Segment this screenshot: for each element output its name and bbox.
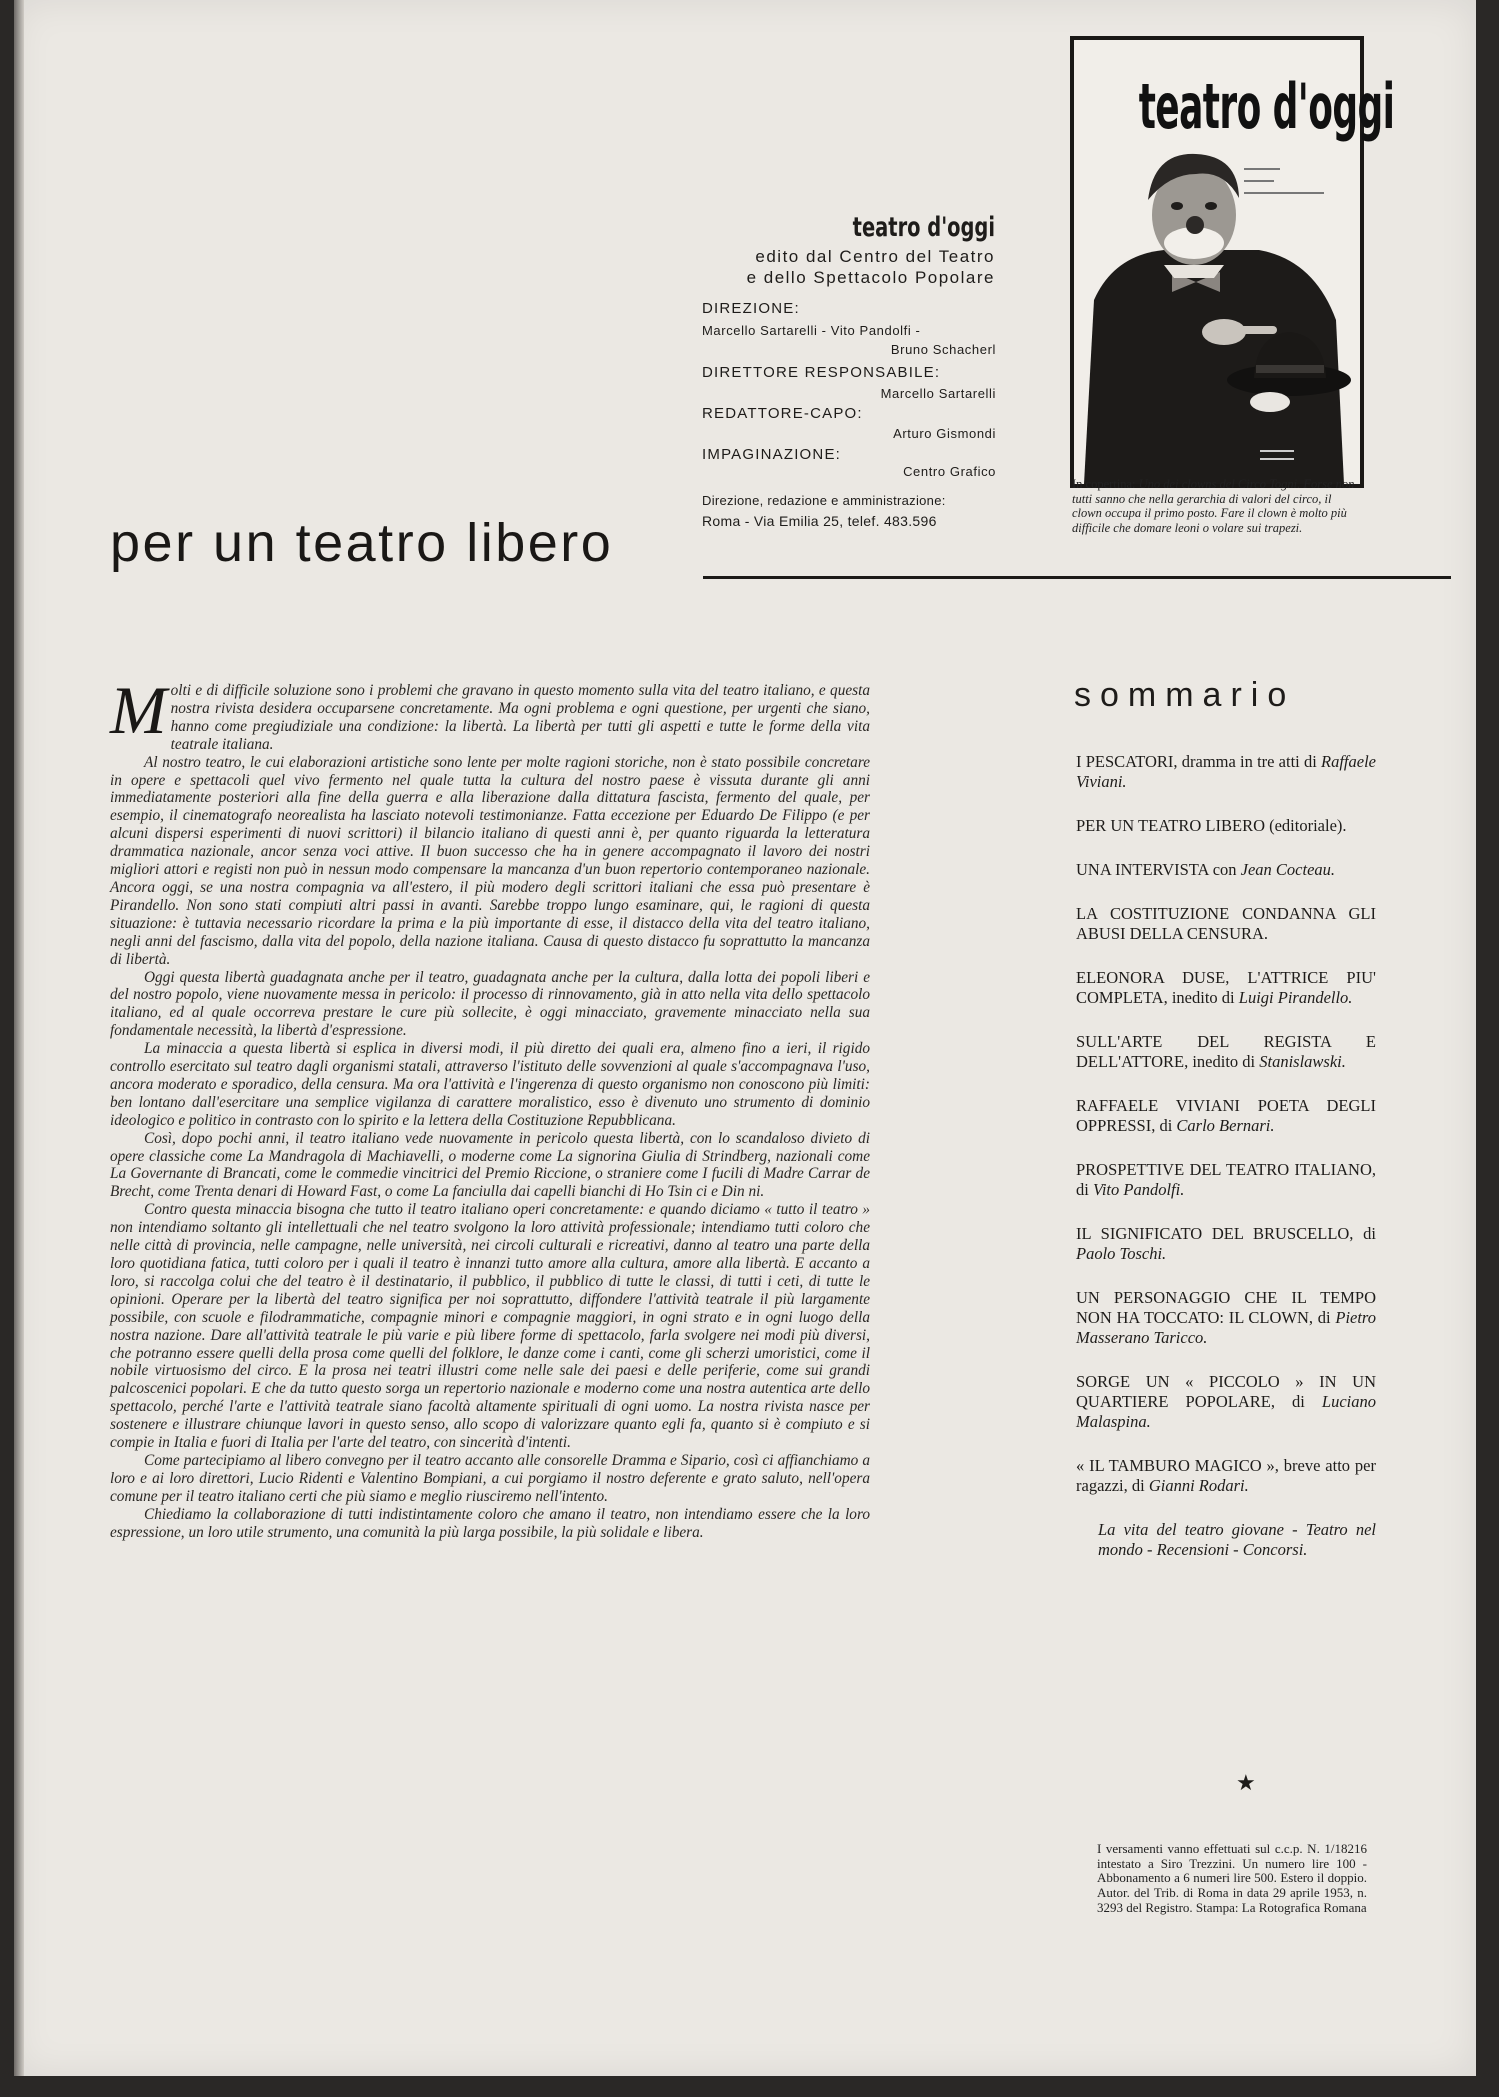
sommario-item	[1076, 1032, 1376, 1072]
caption-text: Uno dei clowns del Circo Togni. Forse non tutti sanno che nella gerarchia di valori del circo, il clown occupa il primo posto. Fare il clown è molto più difficile che domare leoni o volare sui trapezi.	[1072, 477, 1355, 535]
paragraph-2: Al nostro teatro, le cui elaborazioni artistiche sono lente per molte ragioni storiche, non è stato possibile concretare in opere e spettacoli quel vivo fermento nel quale tutta la cultura del nostro paese è vissuta durante gli anni immediatamente posteriori alla fine della guerra e alla liberazione dalla dittatura fascista, fermento del quale, per esempio, il cinematografo neorealista ha lasciato notevoli testimonianze. Fatta eccezione per Eduardo De Filippo (e per alcuni dispersi esperimenti di nuovi scrittori) il bilancio italiano di questi anni è, per quanto riguarda la letteratura drammatica nazionale, ancor senza voci attive. Il buon successo che ha in genere accompagnato il lavoro dei nostri migliori attori e registi non può in nessun modo compensare la mancanza d'un buon repertorio contemporaneo nazionale. Ancora oggi, se una nostra compagnia va all'estero, il più modero degli scrittori italiani che essa può presentare è Pirandello. Non sono stati compiuti altri passi in avanti. Sarebbe troppo lungo esaminare, qui, le ragioni di questa situazione: è tuttavia necessario ricordare la prima e la più importante di esse, il distacco della vita del teatro italiano, negli anni del fascismo, dalla vita del popolo, della nazione italiana. Causa di questo distacco fu soprattutto la mancanza di libertà.	[110, 753, 870, 968]
caption-intro: In copertina:	[1072, 477, 1139, 491]
item-author: Pietro Masserano Taricco.	[1076, 1308, 1376, 1347]
paragraph-1-text: olti e di difficile soluzione sono i problemi che gravano in questo momento sulla vita del teatro italiano, e questa nostra rivista desidera occuparsene concretamente. Ma ogni problema e ogni questione, per urgenti che siano, hanno come pregiudiziale una condizione: la libertà. La libertà per tutti gli aspetti e tutte le forme della vita teatrale italiana.	[170, 682, 870, 753]
sommario-item	[1076, 752, 1376, 792]
item-author: Stanislawski.	[1259, 1052, 1346, 1071]
item-author: Luigi Pirandello.	[1238, 988, 1353, 1007]
sommario-list	[1076, 752, 1376, 1584]
direzione-label: DIREZIONE:	[702, 300, 800, 317]
clown-photo-icon	[1074, 40, 1395, 484]
item-title: SULL'ARTE DEL REGISTA E DELL'ATTORE, inedito di	[1076, 1032, 1376, 1071]
address-line-2: Roma - Via Emilia 25, telef. 483.596	[702, 513, 937, 529]
direzione-value	[702, 321, 996, 359]
item-title: UN PERSONAGGIO CHE IL TEMPO NON HA TOCCATO: IL CLOWN, di	[1076, 1288, 1376, 1327]
paragraph-6: Contro questa minaccia bisogna che tutto il teatro italiano operi concretamente: e quando diciamo « tutto il teatro » non intendiamo soltanto gli intellettuali che nel teatro svolgono la loro attività professionale; intendiamo tutti coloro che nelle città di provincia, nelle campagne, nelle università, nei circoli culturali e ricreativi, danno al teatro una parte della loro quotidiana fatica, tutti coloro per i quali il teatro è innanzi tutto amore alla cultura, amore alla libertà. E accanto a loro, si raccolga colui che del teatro è il destinatario, il pubblico, il pubblico di tutte le classi, di tutti i ceti, di tutte le opinioni. Operare per la libertà del teatro significa per noi soprattutto, diffondere l'attività teatrale il più largamente possibile, con scuole e filodrammatiche, compagnie minori e compagnie maggiori, in ogni strato e in ogni luogo della nostra nazione. Dare all'attività teatrale le più varie e più libere forme di spettacolo, farla svolgere nei modi più diversi, che potranno essere quelli della prosa come quelli del folklore, le danze come i canti, come gli scherzi umoristici, come il nobile virtuosismo del circo. E la prosa nei teatri illustri come nelle sale dei paesi e delle periferie, come sui grandi palcoscenici popolari. E che da tutto questo sorga un repertorio nazionale e moderno come una nostra autentica arte dello spettacolo, perché l'arte e l'attività teatrale siano facoltà altamente spirituali di ogni uomo. La nostra rivista nasce per sostenere e illustrare chiunque lavori in questo senso, allo scopo di valorizzare quanto egli fa, quanto si è compiuto e si compie in Italia e fuori di Italia per l'arte del teatro, con sincerità d'intenti.	[110, 1201, 870, 1452]
cover-caption	[1072, 477, 1364, 535]
cover-thumbnail	[1070, 36, 1395, 488]
magazine-page	[14, 0, 1476, 2076]
paragraph-4: La minaccia a questa libertà si esplica in diversi modi, il più diretto dei quali era, almeno fino a ieri, il rigido controllo esercitato sul teatro dagli organismi statali, attraverso l'istituto delle sovvenzioni al quale s'accompagnava l'uso, ancora moderato e sporadico, della censura. Ma ora l'attività e l'ingerenza di questo organismo non conoscono più limiti: ben lontano dall'esercitare una semplice vigilanza di carattere moralistico, esso è divenuto uno strumento di dominio ideologico e politico in contrasto con lo spirito e la lettera della Costituzione Repubblicana.	[110, 1040, 870, 1129]
item-title: RAFFAELE VIVIANI POETA DEGLI OPPRESSI, di	[1076, 1096, 1376, 1135]
paragraph-5: Così, dopo pochi anni, il teatro italiano vede nuovamente in pericolo questa libertà, con lo scandaloso divieto di opere classiche come La Mandragola di Machiavelli, o moderne come La signorina Giulia di Strindberg, nazionali come La Governante di Brancati, come le commedie vincitrici del Premio Riccione, o straniere come I fucili di Madre Carrar de Brecht, come Trenta denari di Howard Fast, o come La fanciulla dai capelli bianchi di Ho Tsin ci e Din ni.	[110, 1129, 870, 1201]
item-title: PER UN TEATRO LIBERO (editoriale).	[1076, 816, 1347, 835]
address-block	[702, 490, 996, 532]
sommario-item	[1076, 1372, 1376, 1432]
direzione-line-1: Marcello Sartarelli - Vito Pandolfi -	[702, 323, 921, 338]
item-title: UNA INTERVISTA con	[1076, 860, 1241, 879]
impaginazione-label: IMPAGINAZIONE:	[702, 446, 842, 463]
editorial-body	[110, 672, 870, 1542]
item-author: Luciano Malaspina.	[1076, 1392, 1376, 1431]
direttore-value: Marcello Sartarelli	[880, 386, 996, 401]
item-title: IL SIGNIFICATO DEL BRUSCELLO, di	[1076, 1224, 1376, 1243]
item-title: LA COSTITUZIONE CONDANNA GLI ABUSI DELLA CENSURA.	[1076, 904, 1376, 943]
sommario-item	[1076, 1288, 1376, 1348]
sommario-item	[1076, 904, 1376, 944]
item-title: I PESCATORI, dramma in tre atti di	[1076, 752, 1322, 771]
item-title: ELEONORA DUSE, L'ATTRICE PIU' COMPLETA, inedito di	[1076, 968, 1376, 1007]
sommario-item	[1076, 1160, 1376, 1200]
address-line-1: Direzione, redazione e amministrazione:	[702, 493, 946, 508]
sommario-item	[1076, 860, 1376, 880]
item-author: Gianni Rodari.	[1148, 1476, 1249, 1495]
paragraph-7: Come partecipiamo al libero convegno per il teatro accanto alle consorelle Dramma e Sipario, così ci affianchiamo a loro e ai loro direttori, Lucio Ridenti e Valentino Bompiani, a cui porgiamo il nostro deferente e grato saluto, nell'opera comune per il teatro italiano certi che più siamo e meglio riusciremo nell'intento.	[110, 1451, 870, 1505]
item-author: Vito Pandolfi.	[1092, 1180, 1185, 1199]
masthead-publisher	[674, 246, 995, 288]
sommario-closing-note: La vita del teatro giovane - Teatro nel mondo - Recensioni - Concorsi.	[1098, 1520, 1376, 1559]
drop-cap: M	[110, 672, 167, 748]
paragraph-8: Chiediamo la collaborazione di tutti indistintamente coloro che amano il teatro, non intendiamo essere che la loro espressione, un loro utile strumento, una comunità la più larga possibile, la più solidale e libera.	[110, 1505, 870, 1541]
paragraph-3: Oggi questa libertà guadagnata anche per il teatro, guadagnata anche per la cultura, dalla lotta dei popoli liberi e del nostro popolo, viene nuovamente messa in pericolo: il processo di rinnovamento, già in atto nella vita dello spettacolo italiano, ed al quale occorreva prestare le cure più sollecite, è oggi minacciato, gravemente minacciato nella sua fondamentale necessità, la libertà d'espressione.	[110, 968, 870, 1040]
item-title: « IL TAMBURO MAGICO », breve atto per ragazzi, di	[1076, 1456, 1376, 1495]
item-author: Raffaele Viviani.	[1076, 752, 1376, 791]
imprint-notice: I versamenti vanno effettuati sul c.c.p. N. 1/18216 intestato a Siro Trezzini. Un numero lire 100 - Abbonamento a 6 numeri lire 500. Estero il doppio. Autor. del Trib. di Roma in data 29 aprile 1953, n. 3293 del Registro. Stampa: La Rotografica Romana	[1097, 1841, 1367, 1915]
sommario-item	[1076, 816, 1376, 836]
masthead-title: teatro d'oggi	[852, 212, 995, 243]
direttore-label: DIRETTORE RESPONSABILE:	[702, 364, 941, 381]
paragraph-1	[110, 672, 870, 754]
header-rule	[703, 576, 1451, 579]
star-icon: ★	[1236, 1770, 1256, 1795]
item-author: Carlo Bernari.	[1176, 1116, 1275, 1135]
sommario-title: sommario	[1074, 676, 1296, 714]
page-fold-shadow	[14, 0, 24, 2076]
sommario-item	[1076, 1096, 1376, 1136]
redattore-label: REDATTORE-CAPO:	[702, 405, 863, 422]
item-title: PROSPETTIVE DEL TEATRO ITALIANO, di	[1076, 1160, 1376, 1199]
item-title: SORGE UN « PICCOLO » IN UN QUARTIERE POPOLARE, di	[1076, 1372, 1376, 1411]
sommario-item	[1076, 968, 1376, 1008]
sommario-item	[1076, 1456, 1376, 1496]
item-author: Paolo Toschi.	[1076, 1244, 1167, 1263]
impaginazione-value: Centro Grafico	[903, 464, 996, 479]
cover-title: teatro d'oggi	[1138, 70, 1395, 143]
item-author: Jean Cocteau.	[1240, 860, 1336, 879]
publisher-line-1: edito dal Centro del Teatro	[755, 247, 995, 266]
direzione-line-2: Bruno Schacherl	[890, 342, 996, 357]
sommario-item	[1076, 1224, 1376, 1264]
redattore-value: Arturo Gismondi	[893, 426, 996, 441]
editorial-title: per un teatro libero	[110, 513, 614, 573]
publisher-line-2: e dello Spettacolo Popolare	[746, 268, 995, 287]
